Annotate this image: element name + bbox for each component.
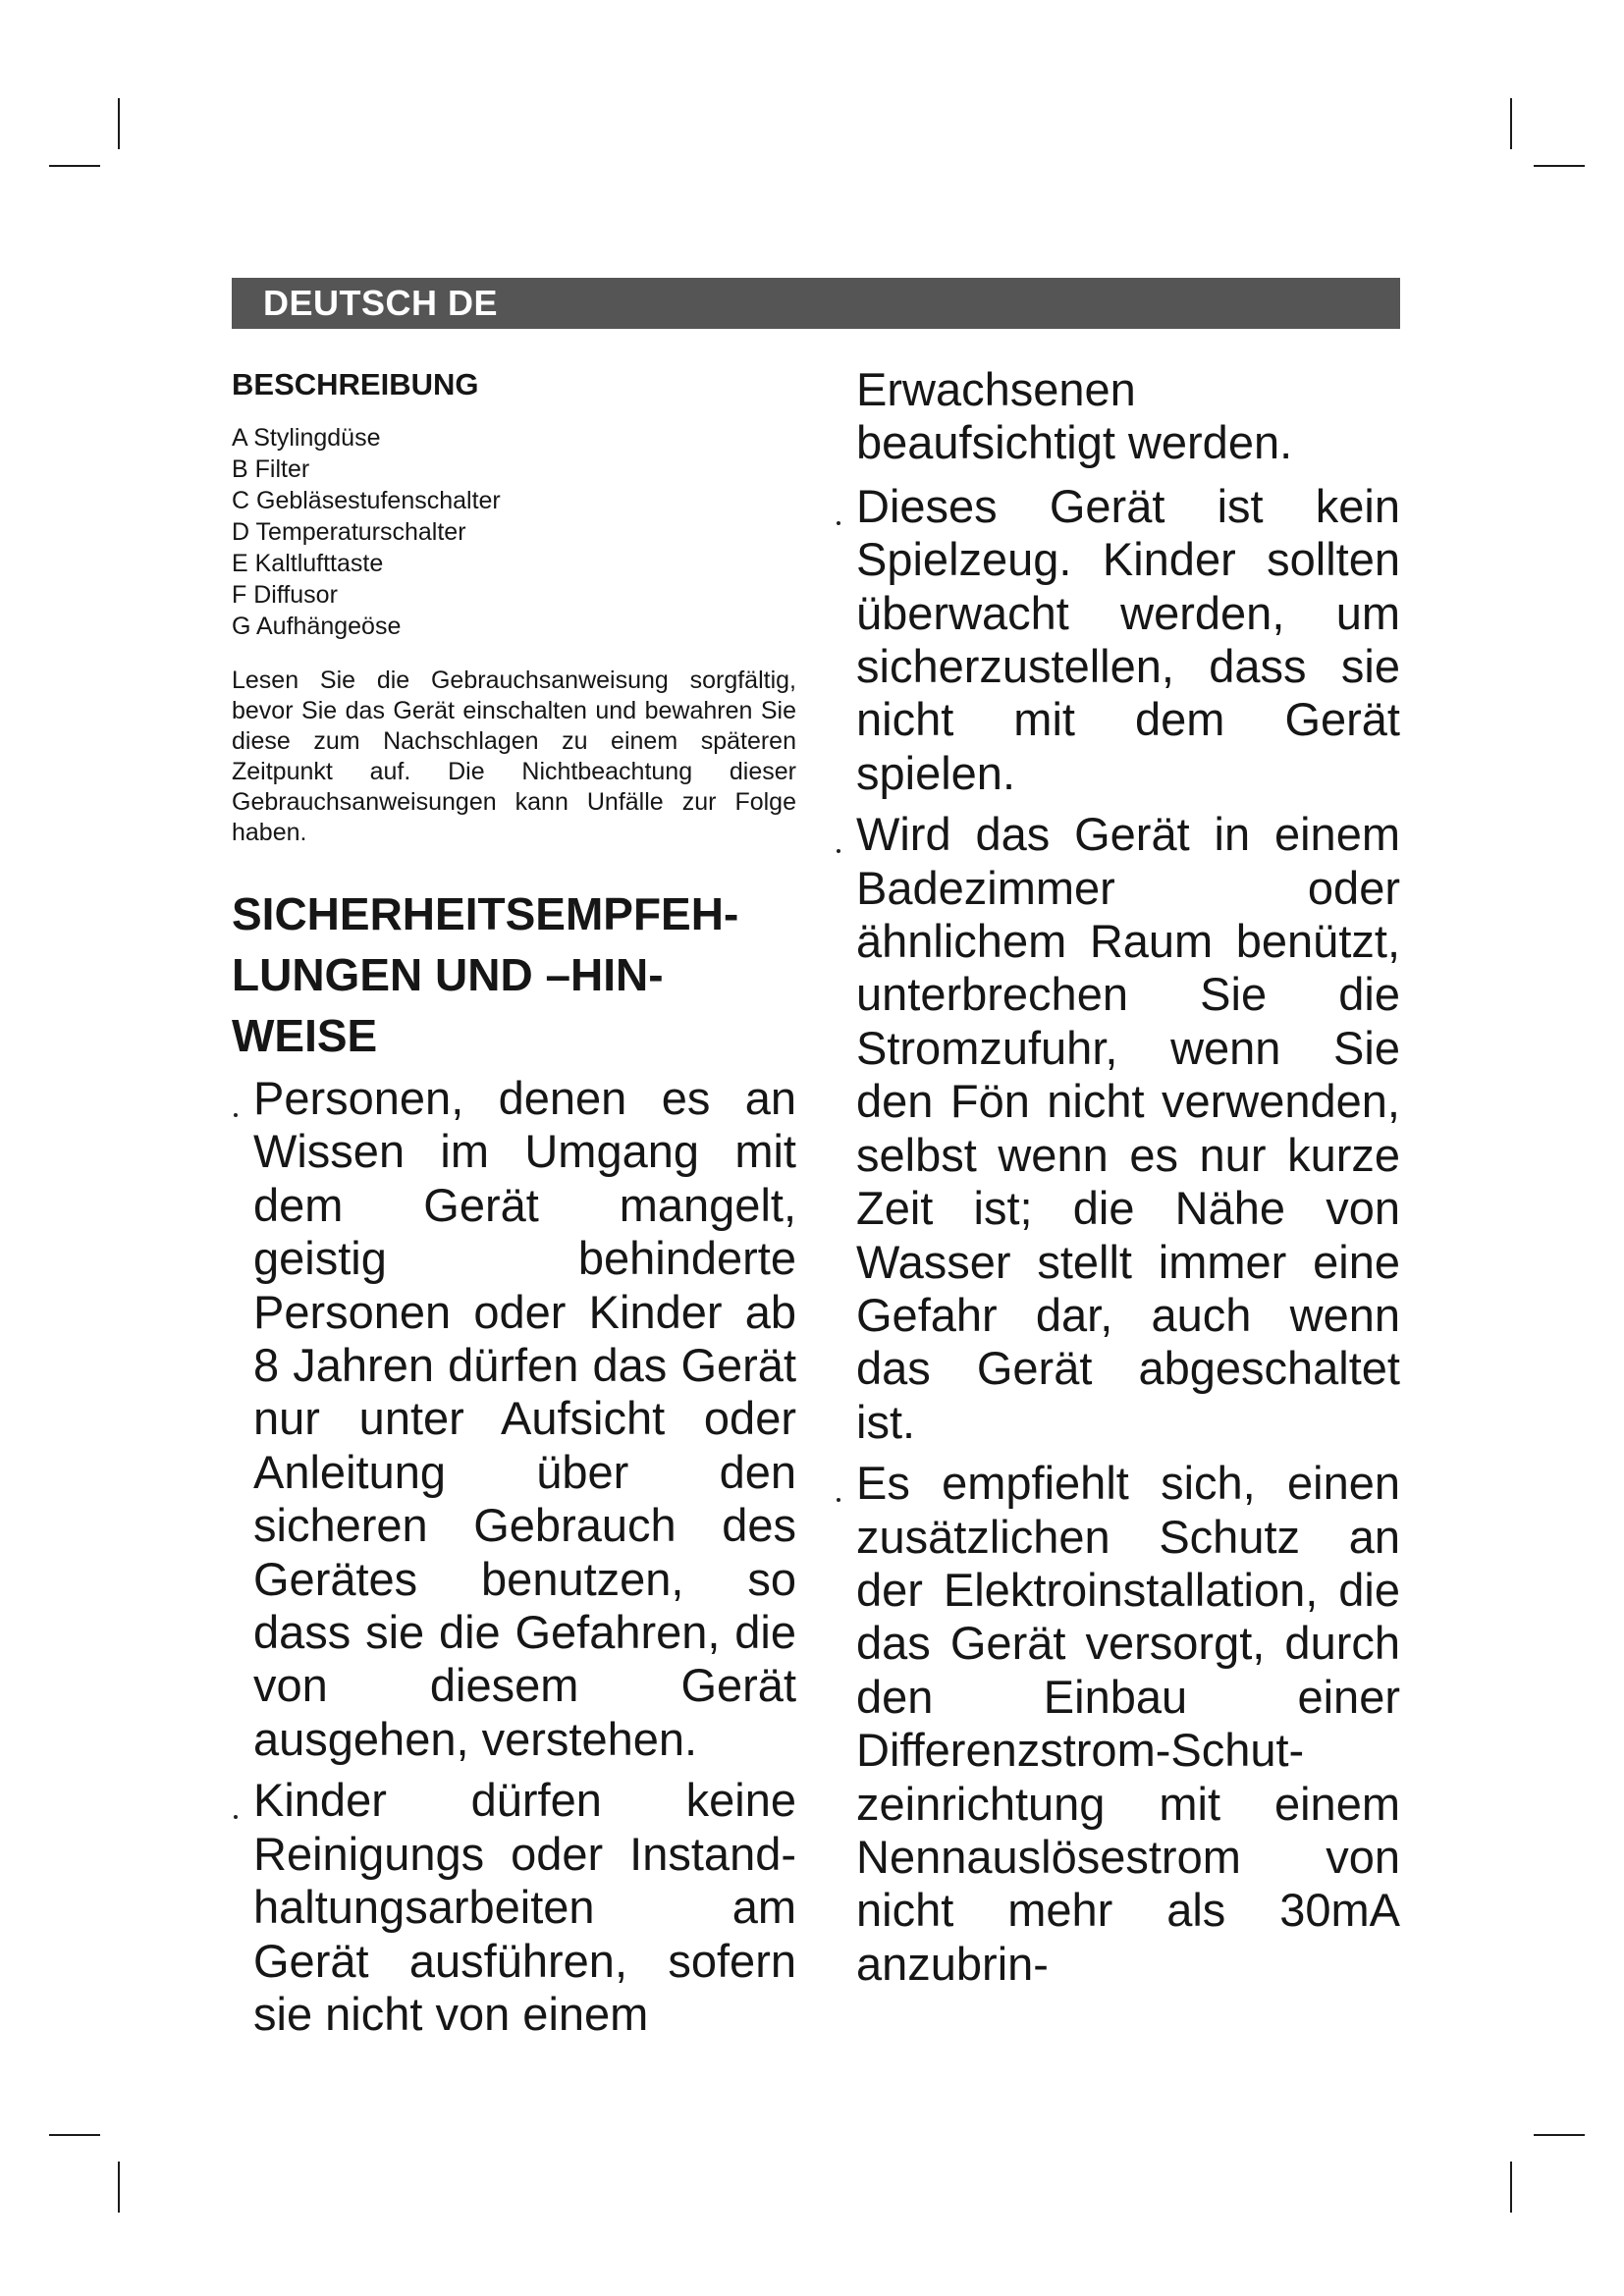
part-item: F Diffusor xyxy=(232,581,338,609)
part-item: G Aufhängeöse xyxy=(232,613,402,640)
crop-mark-bottom-left-horizontal xyxy=(49,2134,100,2136)
crop-mark-bottom-left-vertical xyxy=(118,2162,120,2213)
part-item: C Gebläsestufenschalter xyxy=(232,487,501,514)
crop-mark-top-right-vertical xyxy=(1510,98,1512,149)
safety-list-right xyxy=(837,480,1400,1991)
left-column xyxy=(232,365,796,2041)
crop-mark-bottom-right-horizontal xyxy=(1534,2134,1585,2136)
safety-list-left xyxy=(232,1072,796,2041)
crop-mark-bottom-right-vertical xyxy=(1510,2162,1512,2213)
crop-mark-top-left-horizontal xyxy=(49,165,100,167)
safety-bullet-continuation: Erwachsenen beaufsichtigt werden. xyxy=(856,363,1293,469)
language-label: DEUTSCH DE xyxy=(263,283,499,323)
language-header-bar xyxy=(232,278,1400,329)
safety-bullet: Es empfiehlt sich, einen zusätzlichen Schutz an der Elektroinstallation, die das Gerät versorgt, durch den Einbau einer Differenzstrom-Schut-zeinrichtung mit einem Nennauslösestrom von nicht mehr als 30mA anzubrin- xyxy=(837,1457,1400,1991)
part-item: D Temperaturschalter xyxy=(232,518,466,546)
crop-mark-top-left-vertical xyxy=(118,98,120,149)
crop-mark-top-right-horizontal xyxy=(1534,165,1585,167)
description-title: BESCHREIBUNG xyxy=(232,367,479,401)
safety-title: SICHERHEITSEMPFEH-LUNGEN UND –HIN-WEISE xyxy=(232,888,739,1061)
part-item: B Filter xyxy=(232,455,310,483)
part-item: A Stylingdüse xyxy=(232,424,381,452)
safety-bullet: Kinder dürfen keine Reinigungs oder Instand-haltungsarbeiten am Gerät ausführen, sofern sie nicht von einem xyxy=(232,1774,796,2041)
intro-paragraph: Lesen Sie die Gebrauchsanweisung sorgfältig, bevor Sie das Gerät einschalten und bewahren Sie diese zum Nachschlagen zu einem späteren Zeitpunkt auf. Die Nichtbeachtung dieser Gebrauchsanweisungen kann Unfälle zur Folge haben. xyxy=(232,667,796,846)
safety-bullet: Wird das Gerät in einem Badezimmer oder ähnlichem Raum benützt, unterbrechen Sie die Stromzufuhr, wenn Sie den Fön nicht verwenden, selbst wenn es nur kurze Zeit ist; die Nähe von Wasser stellt immer eine Gefahr dar, auch wenn das Gerät abgeschaltet ist. xyxy=(837,808,1400,1449)
safety-bullet: Personen, denen es an Wissen im Umgang mit dem Gerät mangelt, geistig behinderte Personen oder Kinder ab 8 Jahren dürfen das Gerät nur unter Aufsicht oder Anleitung über den sicheren Gebrauch des Gerätes benutzen, so dass sie die Gefahren, die von diesem Gerät ausgehen, verstehen. xyxy=(232,1072,796,1766)
parts-list xyxy=(232,422,796,642)
part-item: E Kaltlufttaste xyxy=(232,550,384,577)
safety-bullet: Dieses Gerät ist kein Spielzeug. Kinder sollten überwacht werden, um sicherzustellen, dass sie nicht mit dem Gerät spielen. xyxy=(837,480,1400,800)
right-column xyxy=(837,363,1400,1991)
